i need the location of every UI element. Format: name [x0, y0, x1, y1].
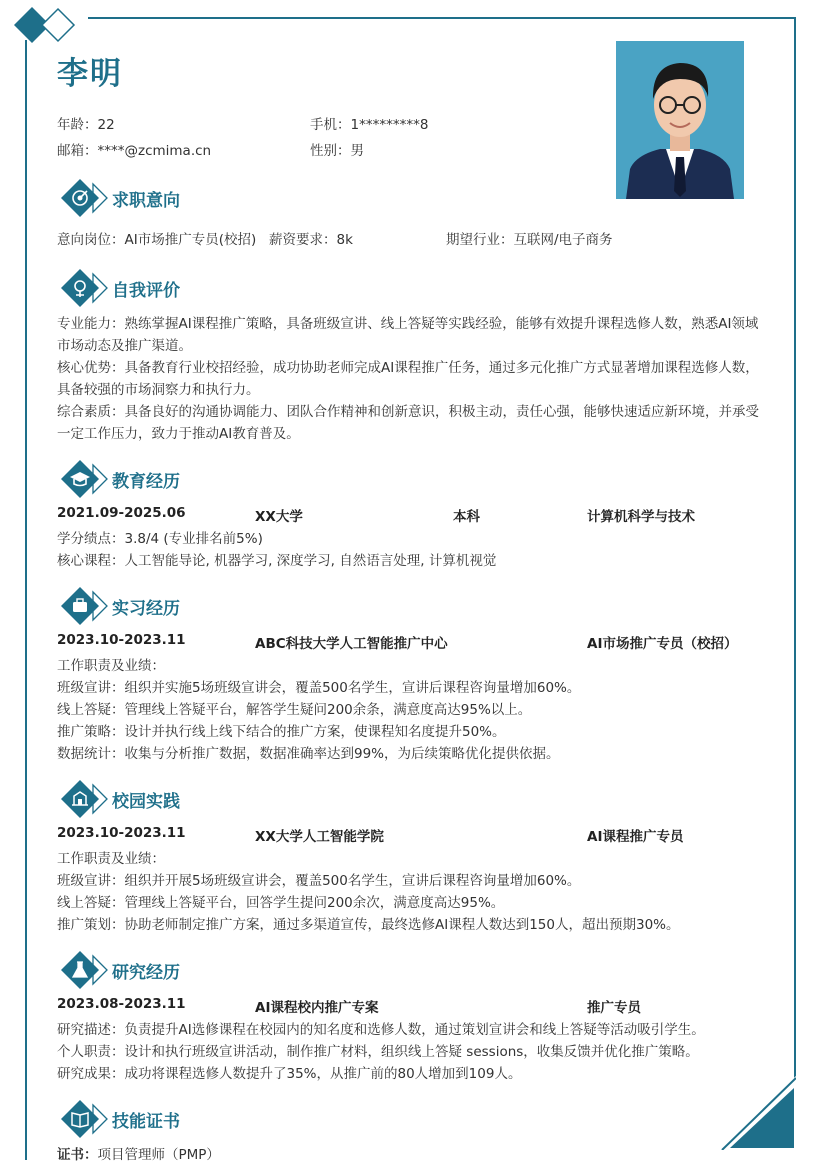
phone-value: 1*********8 — [350, 117, 429, 133]
section-header-self-eval — [60, 268, 180, 308]
section-title-education: 教育经历 — [112, 471, 180, 492]
age-info — [57, 113, 115, 133]
section-header-internship — [60, 586, 180, 626]
candidate-name: 李明 — [57, 56, 123, 92]
age-value: 22 — [97, 117, 115, 133]
email-label: 邮箱： — [57, 143, 98, 159]
education-major: 计算机科学与技术 — [587, 509, 695, 525]
profile-photo — [616, 41, 744, 199]
target-icon — [60, 178, 110, 218]
campus-detail: 推广策划：协助老师制定推广方案，通过多渠道宣传，最终选修AI课程人数达到150人，超出预期30%。 — [57, 917, 680, 933]
education-degree: 本科 — [453, 509, 480, 525]
corner-triangle-decoration — [716, 1076, 796, 1150]
internship-detail: 线上答疑：管理线上答疑平台，解答学生疑问200余条，满意度高达95%以上。 — [57, 702, 532, 718]
email-value: ****@zcmima.cn — [97, 143, 212, 159]
campus-org: XX大学人工智能学院 — [255, 829, 384, 845]
frame-left-line — [25, 40, 27, 1160]
internship-detail: 数据统计：收集与分析推广数据，数据准确率达到99%，为后续策略优化提供依据。 — [57, 746, 560, 762]
education-date: 2021.09-2025.06 — [57, 505, 186, 521]
gender-value: 男 — [350, 143, 364, 159]
diamond-logo-icon — [10, 4, 80, 46]
intent-salary: 薪资要求：8k — [269, 232, 353, 248]
internship-org: ABC科技大学人工智能推广中心 — [255, 636, 448, 652]
section-title-skills: 技能证书 — [112, 1111, 180, 1132]
briefcase-icon — [60, 586, 110, 626]
book-icon — [60, 1099, 110, 1139]
campus-detail: 班级宣讲：组织并开展5场班级宣讲会，覆盖500名学生，宣讲后课程咨询量增加60%。 — [57, 873, 581, 889]
section-header-research — [60, 950, 180, 990]
education-detail: 核心课程：人工智能导论, 机器学习, 深度学习, 自然语言处理, 计算机视觉 — [57, 553, 497, 569]
section-header-intent — [60, 178, 180, 218]
flower-icon — [60, 268, 110, 308]
intent-industry: 期望行业：互联网/电子商务 — [446, 232, 613, 248]
research-org: AI课程校内推广专案 — [255, 1000, 379, 1016]
campus-role: AI课程推广专员 — [587, 829, 684, 845]
internship-date: 2023.10-2023.11 — [57, 632, 186, 648]
internship-detail: 工作职责及业绩： — [57, 658, 165, 674]
phone-label: 手机： — [310, 117, 351, 133]
self-eval-item: 综合素质：具备良好的沟通协调能力、团队合作精神和创新意识，积极主动，责任心强，能够快速适应新环境，并承受一定工作压力，致力于推动AI教育普及。 — [57, 404, 759, 442]
research-detail: 研究描述：负责提升AI选修课程在校园内的知名度和选修人数，通过策划宣讲会和线上答疑等活动吸引学生。 — [57, 1022, 705, 1038]
email-info — [57, 139, 211, 159]
skills-certificate — [57, 1144, 220, 1166]
campus-detail: 线上答疑：管理线上答疑平台，回答学生提问200余次，满意度高达95%。 — [57, 895, 505, 911]
internship-role: AI市场推广专员（校招） — [587, 636, 738, 652]
section-title-self-eval: 自我评价 — [112, 280, 180, 301]
self-eval-item: 专业能力：熟练掌握AI课程推广策略，具备班级宣讲、线上答疑等实践经验，能够有效提升课程选修人数，熟悉AI领域市场动态及推广渠道。 — [57, 316, 759, 354]
campus-detail: 工作职责及业绩： — [57, 851, 165, 867]
section-header-education — [60, 459, 180, 499]
frame-top-line — [88, 17, 796, 19]
section-title-research: 研究经历 — [112, 962, 180, 983]
phone-info — [310, 113, 428, 133]
certificate-label: 证书： — [57, 1147, 98, 1163]
section-title-campus: 校园实践 — [112, 791, 180, 812]
intent-position: 意向岗位：AI市场推广专员(校招) — [57, 232, 257, 248]
age-label: 年龄： — [57, 117, 98, 133]
section-header-campus — [60, 779, 180, 819]
gender-label: 性别： — [310, 143, 351, 159]
campus-date: 2023.10-2023.11 — [57, 825, 186, 841]
internship-detail: 班级宣讲：组织并实施5场班级宣讲会，覆盖500名学生，宣讲后课程咨询量增加60%。 — [57, 680, 581, 696]
building-icon — [60, 779, 110, 819]
self-eval-item: 核心优势：具备教育行业校招经验，成功协助老师完成AI课程推广任务，通过多元化推广方式显著增加课程选修人数，具备较强的市场洞察力和执行力。 — [57, 360, 759, 398]
section-header-skills — [60, 1099, 180, 1139]
graduation-cap-icon — [60, 459, 110, 499]
flask-icon — [60, 950, 110, 990]
research-date: 2023.08-2023.11 — [57, 996, 186, 1012]
frame-right-line — [794, 17, 796, 1092]
section-title-internship: 实习经历 — [112, 598, 180, 619]
gender-info — [310, 139, 364, 159]
section-title-intent: 求职意向 — [112, 190, 180, 211]
education-detail: 学分绩点：3.8/4 (专业排名前5%) — [57, 531, 263, 547]
research-role: 推广专员 — [587, 1000, 641, 1016]
education-school: XX大学 — [255, 509, 303, 525]
research-detail: 个人职责：设计和执行班级宣讲活动，制作推广材料，组织线上答疑 sessions，收集反馈并优化推广策略。 — [57, 1044, 699, 1060]
certificate-value: 项目管理师（PMP） — [97, 1147, 220, 1163]
research-detail: 研究成果：成功将课程选修人数提升了35%，从推广前的80人增加到109人。 — [57, 1066, 522, 1082]
internship-detail: 推广策略：设计并执行线上线下结合的推广方案，使课程知名度提升50%。 — [57, 724, 506, 740]
